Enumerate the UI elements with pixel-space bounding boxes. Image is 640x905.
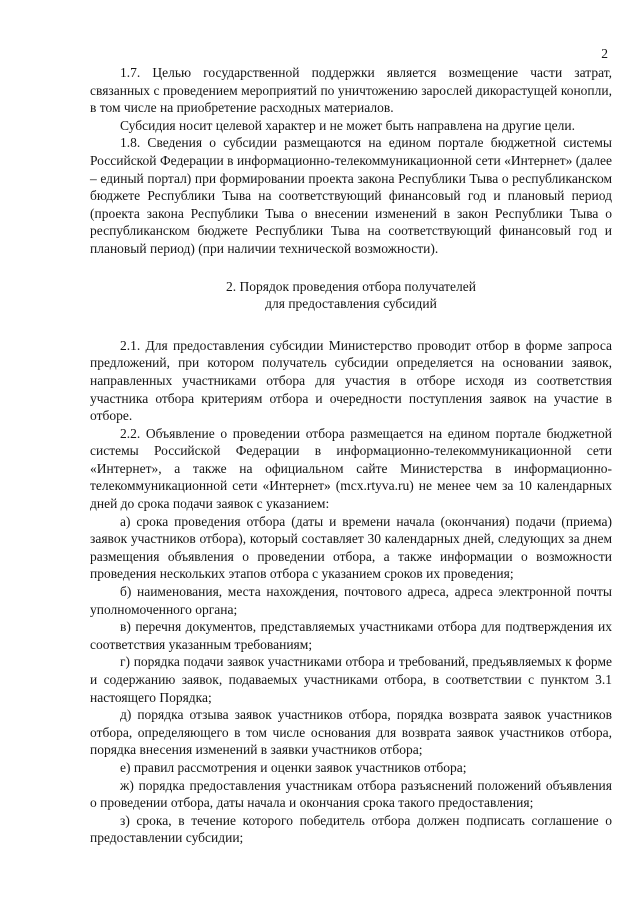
page-number: 2 (601, 46, 608, 61)
paragraph-subsidy-purpose: Субсидия носит целевой характер и не может быть направлена на другие цели. (120, 117, 576, 133)
list-item-zh: ж) порядка предоставления участникам отбора разъяснений положений объявления о проведении отбора, даты начала и окончания срока такого предоставления; (90, 777, 612, 811)
list-item-d: д) порядка отзыва заявок участников отбора, порядка возврата заявок участников отбора, определяющего в том числе основания для возврата заявок участников отбора, порядка внесения изменений в заявки участников отбора; (90, 707, 612, 758)
list-item-g: г) порядка подачи заявок участниками отбора и требований, предъявляемых к форме и содержанию заявок, подаваемых участниками отбора, в соответствии с пунктом 3.1 настоящего Порядка; (90, 654, 612, 705)
section-2-heading-line-1: 2. Порядок проведения отбора получателей (225, 278, 476, 294)
list-item-b: б) наименования, места нахождения, почтового адреса, адреса электронной почты уполномоченного органа; (90, 584, 612, 617)
paragraph-1-8: 1.8. Сведения о субсидии размещаются на едином портале бюджетной системы Российской Федерации в информационно-телекоммуникационной сети «Интернет» (далее – единый портал) при формировании проекта закона Республики Тыва о республиканском бюджете Республики Тыва на соответствующий финансовый год и плановый период (проекта закона Республики Тыва о внесении изменений в закон Республики Тыва о республиканском бюджете Республики Тыва на соответствующий финансовый год и плановый период) (при наличии технической возможности). (90, 135, 612, 256)
paragraph-1-7: 1.7. Целью государственной поддержки является возмещение части затрат, связанных с проведением мероприятий по уничтожению зарослей дикорастущей конопли, в том числе на приобретение расходных материалов. (90, 65, 612, 116)
list-item-v: в) перечня документов, представляемых участниками отбора для подтверждения их соответствия указанным требованиям; (90, 619, 612, 652)
section-2-heading-line-2: для предоставления субсидий (265, 296, 437, 312)
section-2-heading (90, 278, 612, 313)
document-body (90, 64, 612, 847)
list-item-z: з) срока, в течение которого победитель отбора должен подписать соглашение о предоставлении субсидии; (90, 812, 612, 846)
paragraph-2-1: 2.1. Для предоставления субсидии Министерство проводит отбор в форме запроса предложений, при котором получатель субсидии определяется на основании заявок, направленных участниками отбора для участия в отборе исходя из соответствия участника отбора критериям отбора и очередности поступления заявок на участие в отборе. (90, 337, 612, 424)
paragraph-2-2: 2.2. Объявление о проведении отбора размещается на едином портале бюджетной системы Российской Федерации в информационно-телекоммуникационной сети «Интернет», а также на официальном сайте Министерства в информационно-телекоммуникационной сети «Интернет» (mcx.rtyva.ru) не менее чем за 10 календарных дней до срока подачи заявок с указанием: (90, 425, 612, 512)
list-item-e: е) правил рассмотрения и оценки заявок участников отбора; (120, 759, 467, 775)
list-item-a: а) срока проведения отбора (даты и времени начала (окончания) подачи (приема) заявок участников отбора), который составляет 30 календарных дней, следующих за днем размещения объявления о проведении отбора, а также информации о возможности проведения нескольких этапов отбора с указанием сроков их проведения; (90, 513, 612, 582)
